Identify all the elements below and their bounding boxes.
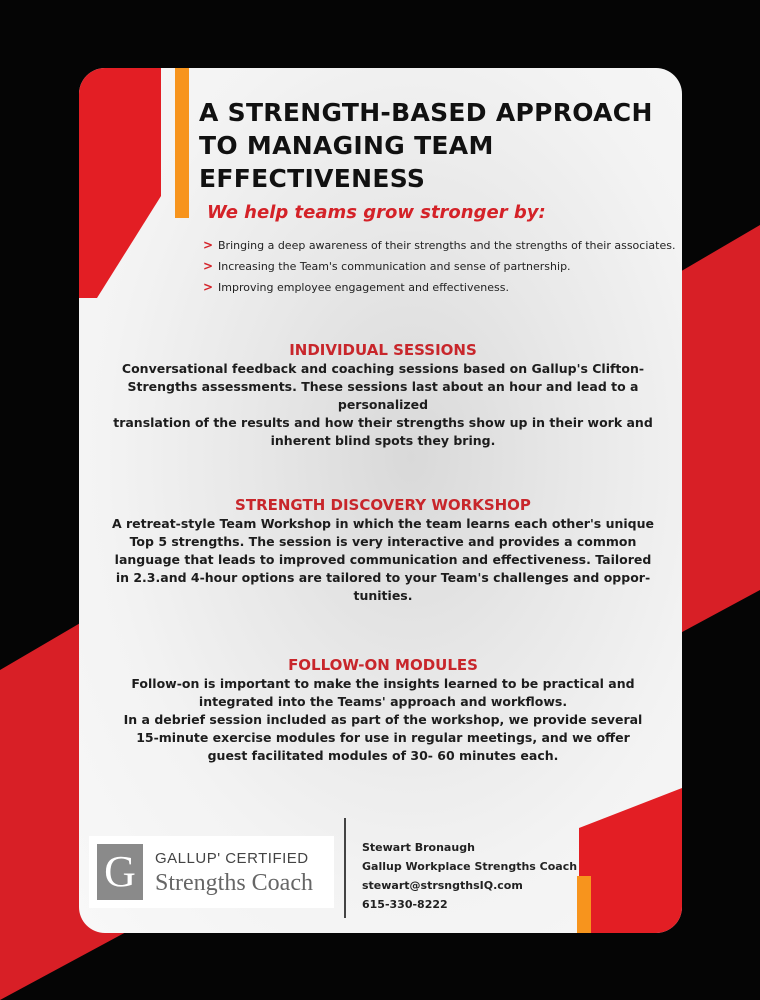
section-heading: STRENGTH DISCOVERY WORKSHOP xyxy=(235,496,531,514)
section-line: translation of the results and how their strengths show up in their work and xyxy=(113,415,653,430)
chevron-right-icon: > xyxy=(203,238,214,252)
vertical-divider xyxy=(344,818,346,918)
section-strength-discovery-workshop xyxy=(109,495,657,605)
section-individual-sessions xyxy=(109,340,657,450)
section-line: Conversational feedback and coaching sessions based on Gallup's Clifton- xyxy=(121,361,645,376)
gallup-logo-icon: G xyxy=(97,844,143,900)
section-line: A retreat-style Team Workshop in which the team learns each other's unique xyxy=(111,516,654,531)
section-heading: INDIVIDUAL SESSIONS xyxy=(289,341,477,359)
section-line: Strengths assessments. These sessions last about an hour and lead to a xyxy=(127,379,639,394)
section-line: Follow-on is important to make the insights learned to be practical and xyxy=(131,676,635,691)
section-follow-on-modules xyxy=(109,655,657,765)
section-line: personalized xyxy=(337,397,429,412)
section-line: tunities. xyxy=(353,588,413,603)
contact-role: Gallup Workplace Strengths Coach xyxy=(362,860,578,873)
gallup-certified-badge xyxy=(89,836,334,908)
section-line: integrated into the Teams' approach and workflows. xyxy=(198,694,568,709)
section-line: In a debrief session included as part of the workshop, we provide several xyxy=(123,712,643,727)
section-heading: FOLLOW-ON MODULES xyxy=(288,656,478,674)
list-item: > Bringing a deep awareness of their strengths and the strengths of their associates. xyxy=(203,235,675,256)
section-line: inherent blind spots they bring. xyxy=(270,433,496,448)
page-title: A STRENGTH-BASED APPROACH TO MANAGING TEAM EFFECTIVENESS xyxy=(199,98,653,193)
badge-certified-label: GALLUP' CERTIFIED xyxy=(155,850,309,867)
contact-phone[interactable]: 615-330-8222 xyxy=(362,898,448,911)
badge-title: Strengths Coach xyxy=(155,870,313,896)
benefit-list xyxy=(203,235,675,298)
list-item: > Increasing the Team's communication and sense of partnership. xyxy=(203,256,675,277)
list-item: > Improving employee engagement and effectiveness. xyxy=(203,277,675,298)
contact-block xyxy=(362,838,577,914)
section-line: language that leads to improved communication and effectiveness. Tailored xyxy=(114,552,652,567)
chevron-right-icon: > xyxy=(203,280,214,294)
section-line: 15-minute exercise modules for use in regular meetings, and we offer xyxy=(136,730,630,745)
section-line: in 2.3.and 4-hour options are tailored to your Team's challenges and oppor- xyxy=(115,570,651,585)
section-line: Top 5 strengths. The session is very interactive and provides a common xyxy=(129,534,637,549)
contact-email[interactable]: stewart@strsngthsIQ.com xyxy=(362,879,523,892)
section-line: guest facilitated modules of 30- 60 minutes each. xyxy=(207,748,559,763)
contact-name: Stewart Bronaugh xyxy=(362,841,475,854)
chevron-right-icon: > xyxy=(203,259,214,273)
flyer-card xyxy=(79,68,682,933)
tagline: We help teams grow stronger by: xyxy=(207,202,546,223)
